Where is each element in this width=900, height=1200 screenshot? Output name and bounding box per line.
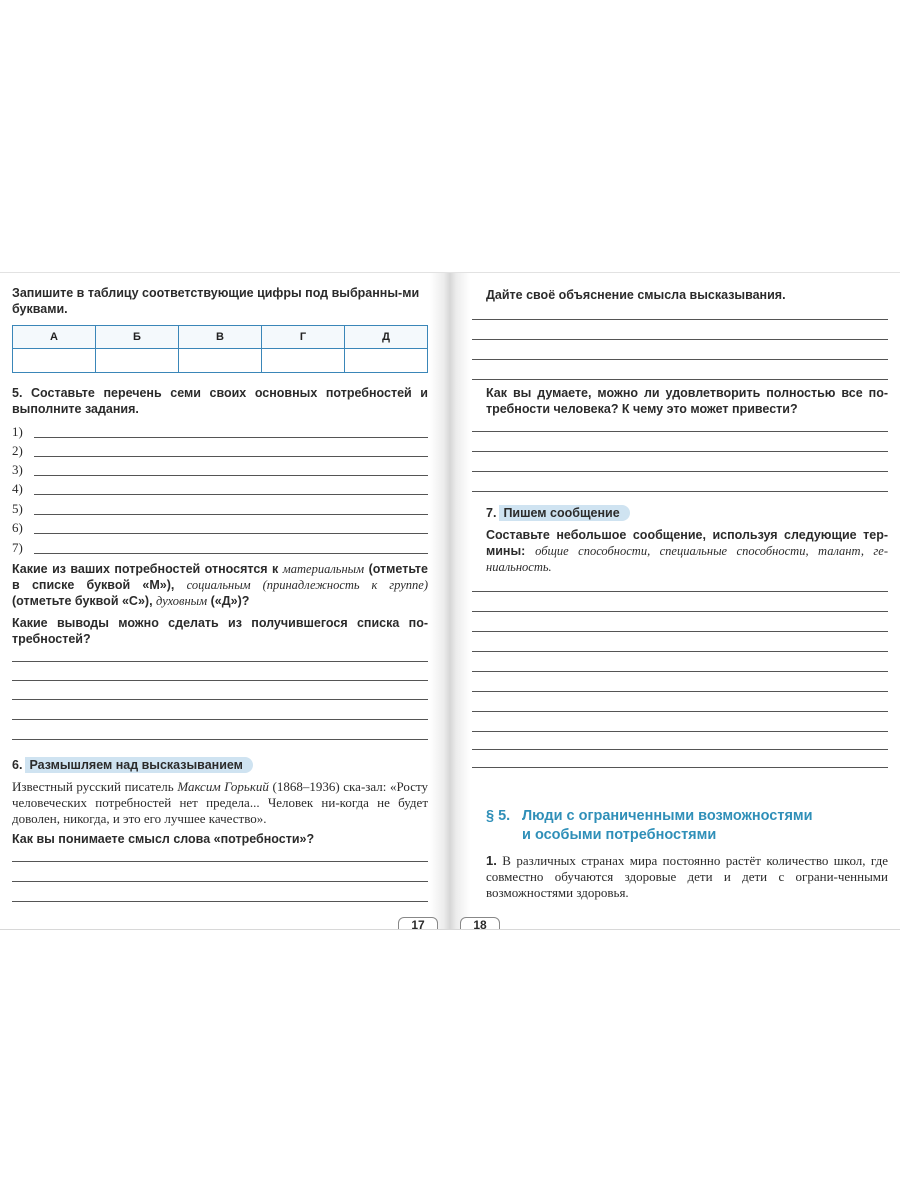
list-number: 1) bbox=[12, 424, 23, 439]
task1-text: 1. В различных странах мира постоянно растёт количество школ, где совместно обучаются здоровые дети и дети с ограни-ченными возможностями здоровья. bbox=[486, 853, 888, 900]
answer-line[interactable] bbox=[12, 680, 428, 681]
answer-line[interactable] bbox=[12, 699, 428, 700]
table-header-v: В bbox=[179, 326, 262, 349]
answer-line[interactable] bbox=[472, 711, 888, 712]
page-number-left: 17 bbox=[398, 917, 438, 930]
answer-line[interactable] bbox=[472, 431, 888, 432]
task6-tag: Размышляем над высказыванием bbox=[25, 757, 252, 773]
paragraph-title: Люди с ограниченными возможностями и особыми потребностями bbox=[522, 808, 813, 843]
list-item[interactable] bbox=[12, 500, 428, 519]
question-needs-types: Какие из ваших потребностей относятся к материальным (отметьте в списке буквой «М»), социальным (принадлежность к группе) (отметьте буквой «С»), духовным («Д»)? bbox=[12, 562, 428, 608]
answer-line[interactable] bbox=[472, 611, 888, 612]
answer-line[interactable] bbox=[472, 731, 888, 732]
question-conclusions: Какие выводы можно сделать из получившегося списка по-требностей? bbox=[12, 616, 428, 646]
answer-line[interactable] bbox=[472, 451, 888, 452]
answer-line[interactable] bbox=[472, 491, 888, 492]
table-cell[interactable] bbox=[345, 349, 428, 373]
answer-line[interactable] bbox=[472, 631, 888, 632]
answer-line[interactable] bbox=[472, 767, 888, 768]
task6-quote-text: Известный русский писатель Максим Горький (1868–1936) ска-зал: «Росту человеческих потребностей нет предела... Человек ни-когда не будет доволен, никогда, и это его лучшее качество». bbox=[12, 779, 428, 826]
table-cell[interactable] bbox=[13, 349, 96, 373]
answer-line[interactable] bbox=[472, 339, 888, 340]
task6-heading: 6. Размышляем над высказыванием bbox=[12, 757, 253, 773]
answer-line[interactable] bbox=[472, 359, 888, 360]
list-item[interactable] bbox=[12, 461, 428, 480]
answer-line[interactable] bbox=[12, 861, 428, 862]
task7-heading: 7. Пишем сообщение bbox=[486, 505, 630, 521]
list-number: 3) bbox=[12, 462, 23, 477]
list-number: 7) bbox=[12, 540, 23, 555]
answer-line[interactable] bbox=[472, 691, 888, 692]
list-number: 2) bbox=[12, 443, 23, 458]
answer-line[interactable] bbox=[472, 749, 888, 750]
table-header-d: Д bbox=[345, 326, 428, 349]
explain-instruction: Дайте своё объяснение смысла высказывания. bbox=[486, 288, 786, 302]
book-gutter bbox=[430, 273, 470, 929]
textbook-spread bbox=[0, 272, 900, 930]
task5-title: 5. Составьте перечень семи своих основных потребностей и выполните задания. bbox=[12, 386, 428, 416]
list-number: 4) bbox=[12, 481, 23, 496]
left-page bbox=[12, 273, 428, 929]
task6-question: Как вы понимаете смысл слова «потребности»? bbox=[12, 832, 315, 846]
answer-line[interactable] bbox=[12, 719, 428, 720]
table-header-b: Б bbox=[96, 326, 179, 349]
list-item[interactable] bbox=[12, 519, 428, 538]
answer-table bbox=[12, 325, 428, 373]
answer-line[interactable] bbox=[472, 651, 888, 652]
list-item[interactable] bbox=[12, 423, 428, 442]
answer-line[interactable] bbox=[472, 591, 888, 592]
table-cell[interactable] bbox=[262, 349, 345, 373]
answer-line[interactable] bbox=[472, 471, 888, 472]
list-number: 5) bbox=[12, 501, 23, 516]
list-number: 6) bbox=[12, 520, 23, 535]
task7-text: Составьте небольшое сообщение, используя следующие тер-мины: общие способности, специальные способности, талант, ге-ниальность. bbox=[486, 528, 888, 574]
answer-line[interactable] bbox=[472, 379, 888, 380]
right-page bbox=[472, 273, 888, 929]
list-item[interactable] bbox=[12, 442, 428, 461]
answer-line[interactable] bbox=[12, 881, 428, 882]
answer-line[interactable] bbox=[12, 901, 428, 902]
list-item[interactable] bbox=[12, 480, 428, 499]
answer-line[interactable] bbox=[472, 319, 888, 320]
table-instruction: Запишите в таблицу соответствующие цифры под выбранны-ми буквами. bbox=[12, 286, 420, 316]
table-header-g: Г bbox=[262, 326, 345, 349]
list-item[interactable] bbox=[12, 539, 428, 558]
table-cell[interactable] bbox=[179, 349, 262, 373]
paragraph-number: § 5. bbox=[486, 808, 511, 824]
answer-line[interactable] bbox=[12, 661, 428, 662]
table-cell[interactable] bbox=[96, 349, 179, 373]
page-number-right: 18 bbox=[460, 917, 500, 930]
answer-line[interactable] bbox=[12, 739, 428, 740]
answer-line[interactable] bbox=[472, 671, 888, 672]
table-header-a: А bbox=[13, 326, 96, 349]
task7-tag: Пишем сообщение bbox=[499, 505, 629, 521]
question-satisfy-needs: Как вы думаете, можно ли удовлетворить полностью все по-требности человека? К чему это может привести? bbox=[486, 386, 888, 416]
